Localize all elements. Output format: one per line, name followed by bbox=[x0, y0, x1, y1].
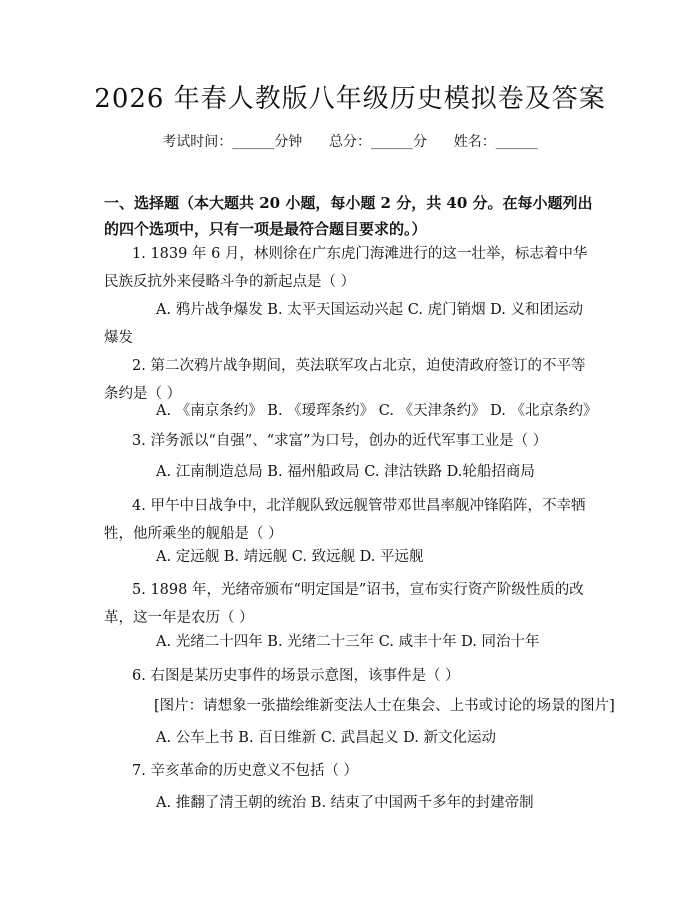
question-6-stem: 6. 右图是某历史事件的场景示意图，该事件是（ ） bbox=[132, 668, 460, 684]
question-1-options: A. 鸦片战争爆发 B. 太平天国运动兴起 C. 虎门销烟 D. 义和团运动爆发 bbox=[104, 302, 584, 346]
question-5-options: A. 光绪二十四年 B. 光绪二十三年 C. 咸丰十年 D. 同治十年 bbox=[156, 634, 540, 650]
question-7-stem: 7. 辛亥革命的历史意义不包括（ ） bbox=[132, 763, 359, 779]
question-4-options: A. 定远舰 B. 靖远舰 C. 致远舰 D. 平远舰 bbox=[156, 549, 424, 565]
question-2-options: A. 《南京条约》 B. 《瑷珲条约》 C. 《天津条约》 D. 《北京条约》 bbox=[156, 403, 598, 419]
question-6-image-placeholder: [图片：请想象一张描绘维新变法人士在集会、上书或讨论的场景的图片] bbox=[154, 698, 615, 714]
section-heading: 一、选择题（本大题共 20 小题，每小题 2 分，共 40 分。在每小题列出的四个选项中，只有一项是最符合题目要求的。） bbox=[104, 194, 593, 238]
page-title: 2026 年春人教版八年级历史模拟卷及答案 bbox=[94, 84, 606, 114]
question-3-options: A. 江南制造总局 B. 福州船政局 C. 津沽铁路 D.轮船招商局 bbox=[156, 464, 535, 480]
question-4-stem: 4. 甲午中日战争中，北洋舰队致远舰管带邓世昌率舰冲锋陷阵，不幸牺牲，他所乘坐的舰船是（ ） bbox=[104, 498, 586, 542]
question-6-options: A. 公车上书 B. 百日维新 C. 武昌起义 D. 新文化运动 bbox=[156, 730, 497, 746]
question-3-stem: 3. 洋务派以“自强”、“求富”为口号，创办的近代军事工业是（ ） bbox=[132, 433, 548, 449]
question-5-stem: 5. 1898 年，光绪帝颁布“明定国是”诏书，宣布实行资产阶级性质的改革，这一年是农历（ ） bbox=[104, 582, 584, 626]
question-2-stem: 2. 第二次鸦片战争期间，英法联军攻占北京，迫使清政府签订的不平等条约是（ ） bbox=[104, 358, 586, 402]
question-7-options: A. 推翻了清王朝的统治 B. 结束了中国两千多年的封建帝制 bbox=[156, 795, 534, 811]
question-1-stem: 1. 1839 年 6 月，林则徐在广东虎门海滩进行的这一壮举，标志着中华民族反抗外来侵略斗争的新起点是（ ） bbox=[104, 246, 588, 290]
exam-info-line: 考试时间：______分钟 总分：______分 姓名：______ bbox=[162, 134, 538, 150]
